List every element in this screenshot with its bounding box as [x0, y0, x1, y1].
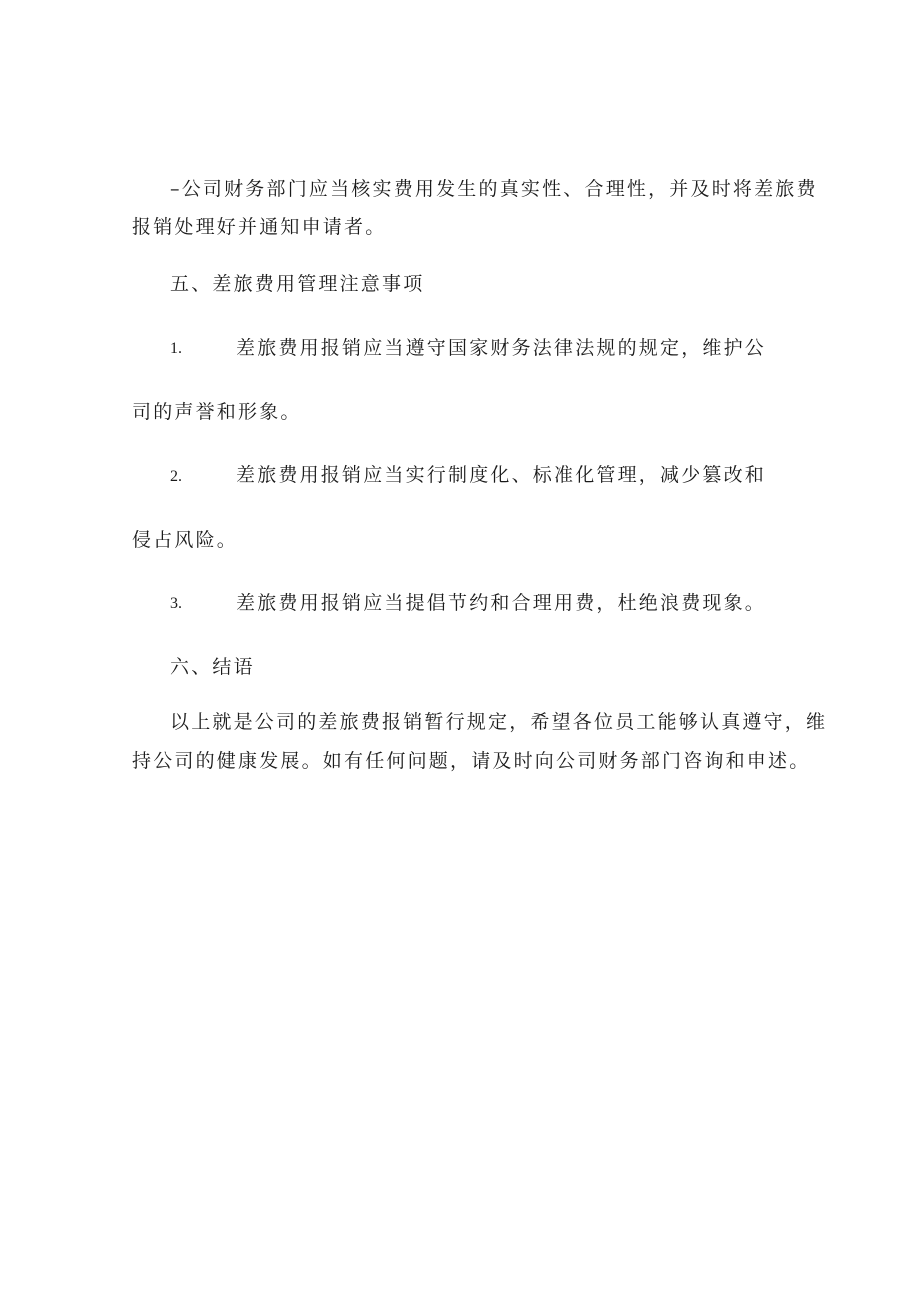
list-number: 1.: [170, 340, 182, 357]
section-heading: 六、结语: [170, 656, 255, 678]
paragraph-line: 持公司的健康发展。如有任何问题，请及时向公司财务部门咨询和申述。: [132, 750, 811, 772]
list-item-text: 差旅费用报销应当遵守国家财务法律法规的规定，维护公: [236, 337, 767, 359]
paragraph-line: 报销处理好并通知申请者。: [132, 216, 387, 238]
section-heading: 五、差旅费用管理注意事项: [170, 273, 425, 295]
list-item-text: 差旅费用报销应当提倡节约和合理用费，杜绝浪费现象。: [236, 592, 767, 614]
paragraph-line: –公司财务部门应当核实费用发生的真实性、合理性，并及时将差旅费: [170, 178, 818, 200]
list-item-text: 司的声誉和形象。: [132, 401, 302, 423]
list-number: 2.: [170, 468, 182, 485]
list-item-text: 侵占风险。: [132, 529, 239, 551]
list-item-text: 差旅费用报销应当实行制度化、标准化管理，减少篡改和: [236, 464, 767, 486]
paragraph-line: 以上就是公司的差旅费报销暂行规定，希望各位员工能够认真遵守，维: [170, 711, 828, 733]
list-number: 3.: [170, 595, 182, 612]
